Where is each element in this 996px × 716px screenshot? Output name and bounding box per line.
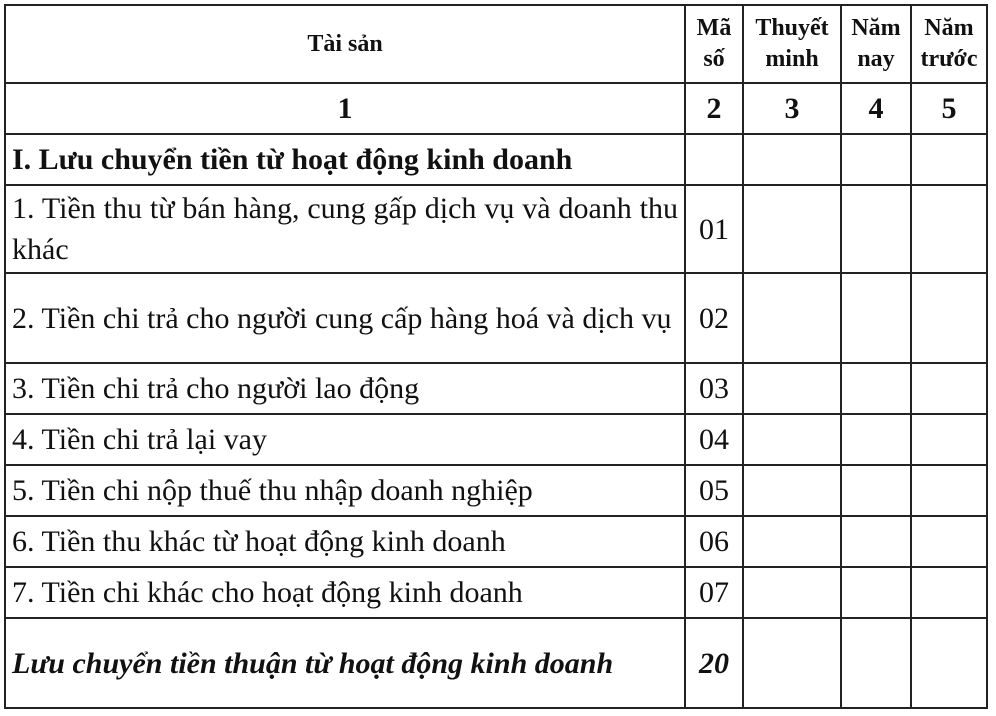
current-year-cell xyxy=(841,273,911,363)
column-number: 4 xyxy=(841,83,911,134)
current-year-cell xyxy=(841,363,911,414)
header-previous-line1: Năm xyxy=(924,15,974,41)
total-code: 20 xyxy=(685,618,743,708)
previous-year-cell xyxy=(911,185,987,273)
header-current-line2: nay xyxy=(857,46,895,72)
row-label: 4. Tiền chi trả lại vay xyxy=(5,414,685,465)
row-label: 3. Tiền chi trả cho người lao động xyxy=(5,363,685,414)
previous-year-cell xyxy=(911,516,987,567)
current-year-cell xyxy=(841,185,911,273)
header-code-line1: Mã xyxy=(696,15,732,41)
note-cell xyxy=(743,567,841,618)
header-note-line1: Thuyết xyxy=(755,15,829,41)
column-number: 2 xyxy=(685,83,743,134)
table-row xyxy=(5,363,987,414)
header-note-line2: minh xyxy=(765,46,819,72)
row-label: 5. Tiền chi nộp thuế thu nhập doanh nghiệp xyxy=(5,465,685,516)
current-year-cell xyxy=(841,516,911,567)
row-code: 04 xyxy=(685,414,743,465)
current-year-cell xyxy=(841,465,911,516)
column-number-row xyxy=(5,83,987,134)
header-row xyxy=(5,5,987,83)
total-label: Lưu chuyển tiền thuận từ hoạt động kinh doanh xyxy=(5,618,685,708)
section-row xyxy=(5,134,987,185)
column-number: 1 xyxy=(5,83,685,134)
row-label: 1. Tiền thu từ bán hàng, cung gấp dịch vụ và doanh thu khác xyxy=(5,185,685,273)
header-current-year xyxy=(841,5,911,83)
header-current-line1: Năm xyxy=(851,15,901,41)
header-note xyxy=(743,5,841,83)
note-cell xyxy=(743,618,841,708)
previous-year-cell xyxy=(911,134,987,185)
previous-year-cell xyxy=(911,273,987,363)
row-code: 07 xyxy=(685,567,743,618)
table-row xyxy=(5,273,987,363)
current-year-cell xyxy=(841,134,911,185)
cash-flow-table xyxy=(4,4,988,709)
table-row xyxy=(5,414,987,465)
previous-year-cell xyxy=(911,363,987,414)
row-label: 6. Tiền thu khác từ hoạt động kinh doanh xyxy=(5,516,685,567)
note-cell xyxy=(743,516,841,567)
previous-year-cell xyxy=(911,567,987,618)
note-cell xyxy=(743,465,841,516)
note-cell xyxy=(743,185,841,273)
table-row xyxy=(5,465,987,516)
code-cell xyxy=(685,134,743,185)
current-year-cell xyxy=(841,567,911,618)
current-year-cell xyxy=(841,414,911,465)
column-number: 3 xyxy=(743,83,841,134)
header-previous-year xyxy=(911,5,987,83)
note-cell xyxy=(743,363,841,414)
table-row xyxy=(5,516,987,567)
note-cell xyxy=(743,273,841,363)
note-cell xyxy=(743,134,841,185)
header-code-line2: số xyxy=(703,46,725,72)
table-row xyxy=(5,567,987,618)
row-code: 01 xyxy=(685,185,743,273)
section-title: I. Lưu chuyển tiền từ hoạt động kinh doanh xyxy=(5,134,685,185)
header-asset: Tài sản xyxy=(5,5,685,83)
column-number: 5 xyxy=(911,83,987,134)
previous-year-cell xyxy=(911,414,987,465)
row-code: 06 xyxy=(685,516,743,567)
row-code: 03 xyxy=(685,363,743,414)
previous-year-cell xyxy=(911,618,987,708)
row-code: 02 xyxy=(685,273,743,363)
header-previous-line2: trước xyxy=(920,46,978,72)
previous-year-cell xyxy=(911,465,987,516)
current-year-cell xyxy=(841,618,911,708)
row-label: 7. Tiền chi khác cho hoạt động kinh doanh xyxy=(5,567,685,618)
note-cell xyxy=(743,414,841,465)
total-row xyxy=(5,618,987,708)
header-code xyxy=(685,5,743,83)
table-row xyxy=(5,185,987,273)
row-label: 2. Tiền chi trả cho người cung cấp hàng hoá và dịch vụ xyxy=(5,273,685,363)
row-code: 05 xyxy=(685,465,743,516)
